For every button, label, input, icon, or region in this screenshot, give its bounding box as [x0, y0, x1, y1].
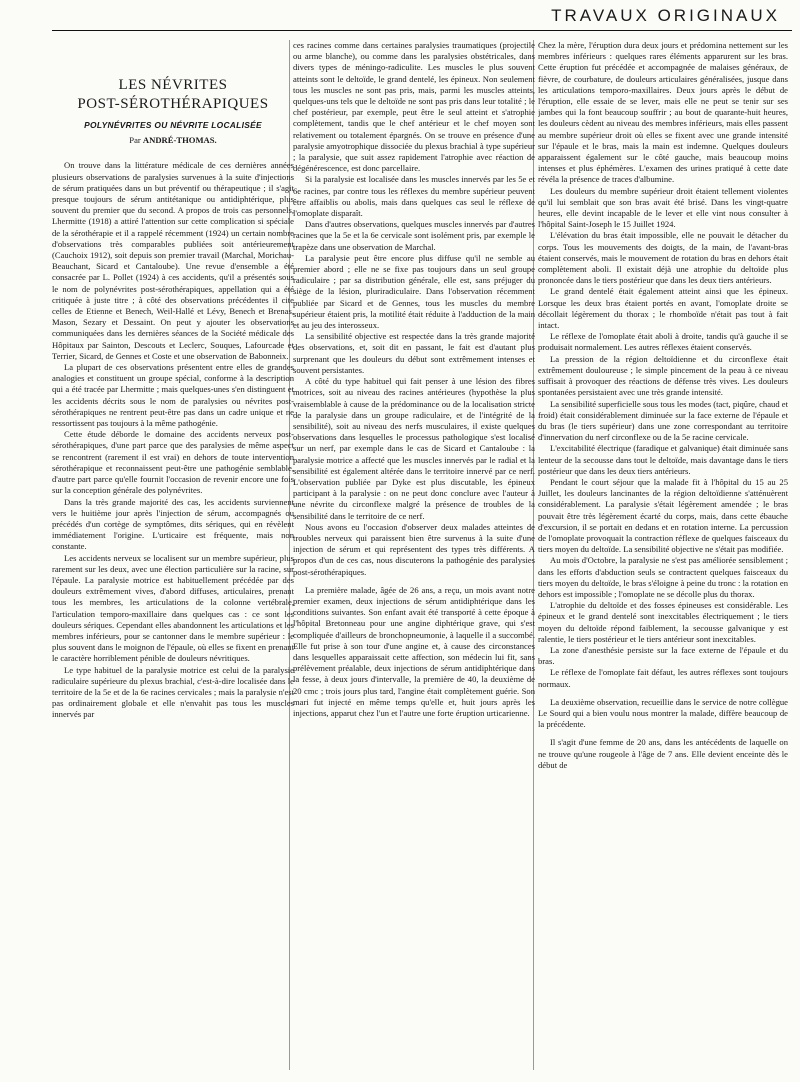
paragraph: La sensibilité superficielle sous tous les modes (tact, piqûre, chaud et froid) était considérablement diminuée sur la face externe de l'épaule et du bras (le tiers supérieur) dans une zone correspondant au territoire d'innervation du nerf circonflexe ou de la 5e racine cervicale. [538, 398, 788, 443]
header-rule [52, 30, 792, 31]
paragraph: Cette étude déborde le domaine des accidents nerveux post-sérothérapiques, d'une part parce que des paralysies de même aspect se rencontrent (rarement il est vrai) en dehors de toute intervention sérothérapique et reconnaissent peut-être une pathogénie semblable, d'autre part parce qu'elle fournit l'occasion de revenir encore une fois sur la conception générale des polynévrites. [52, 429, 294, 496]
paragraph: Le réflexe de l'omoplate était aboli à droite, tandis qu'à gauche il se produisait normalement. Les autres réflexes étaient conservés. [538, 331, 788, 353]
paragraph: ces racines comme dans certaines paralysies traumatiques (projectile ou arme blanche), ou comme dans les paralysies obstétricales, dans divers types de méningo-radiculite. Les muscles le plus souvent atteints sont le deltoïde, le grand dentelé, les épineux. Non seulement tous les muscles ne sont pas pris, mais, parmi les muscles atteints, quelques-uns tels que le deltoïde ne sont pas pris dans leur totalité ; le chef postérieur, par exemple, peut être le seul atteint et s'atrophie complètement, tandis que le chef antérieur et le chef moyen sont relativement ou totalement épargnés. On se trouve en présence d'une paralysie amyotrophique dissociée du plexus brachial à type supérieur ; la paralysie, que suit assez rapidement l'atrophie avec réaction de dégénérescence, est donc parcellaire. [293, 40, 535, 174]
paragraph: Pendant le court séjour que la malade fit à l'hôpital du 15 au 25 Juillet, les douleurs lancinantes de la région deltoïdienne s'atténuèrent considérablement. La paralysie s'était légèrement amendée ; le bras pouvait être très légèrement écarté du corps, mais, dans cette ébauche d'excursion, il se portait en dedans et en rotation interne. La percussion de l'omoplate provoquait la contraction réflexe de quelques faisceaux du tiers moyen du deltoïde. La sensibilité objective ne s'était pas modifiée. [538, 476, 788, 555]
paragraph: Il s'agit d'une femme de 20 ans, dans les antécédents de laquelle on ne trouve qu'une rougeole à l'âge de 7 ans. Elle devient enceinte dès le début de [538, 737, 788, 770]
article-heading [52, 76, 294, 146]
article-subtitle: POLYNÉVRITES OU NÉVRITE LOCALISÉE [84, 120, 262, 130]
paragraph: Nous avons eu l'occasion d'observer deux malades atteintes de troubles nerveux qui paraissent bien être survenus à la suite d'une injection de sérum et qui représentent des types très différents. A propos d'un de ces cas, nous discuterons la pathogénie des paralysies post-sérothérapiques. [293, 521, 535, 577]
paragraph: Chez la mère, l'éruption dura deux jours et prédomina nettement sur les membres inférieurs : quelques rares éléments apparurent sur les bras. Cette éruption fut précédée et accompagnée de malaises généraux, de fièvre, de courbature, de douleurs articulaires généralisées, jusque dans les articulations temporo-maxillaires. Deux jours après le début de l'éruption, elle essaie de se lever, mais elle ne peut se tenir sur ses jambes qui la font beaucoup souffrir ; au bout de quarante-huit heures, les douleurs cèdent au niveau des membres inférieurs, mais elles passent au membre supérieur droit où elles se fixent avec une grande intensité sur l'épaule et le bras, mais la main est indemne. Quelques douleurs apparaissent également sur le côté gauche, mais beaucoup moins intenses et plus éphémères. L'examen des urines pratiqué à cette date révéla la présence de traces d'albumine. [538, 40, 788, 185]
paragraph: La zone d'anesthésie persiste sur la face externe de l'épaule et du bras. [538, 644, 788, 667]
paragraph: La paralysie peut être encore plus diffuse qu'il ne semble au premier abord ; elle ne se fixe pas toujours dans un seul groupe radiculaire ; par sa distribution générale, elle est, sans préjuger du siège de la lésion, pluriradiculaire. Dans l'observation récemment publiée par Sicard et de Gennes, tous les muscles du membre supérieur étaient pris, la motilité était réduite à l'adduction de la main et au jeu des interosseux. [293, 252, 535, 331]
paragraph: Le type habituel de la paralysie motrice est celui de la paralysie radiculaire supérieure du plexus brachial, c'est-à-dire localisée dans le territoire de la 5e et de la 6e racines cervicales ; mais la paralysie n'est pas ordinairement globale et elle n'envahit pas tous les muscles innervés par [52, 664, 294, 720]
paragraph: Dans d'autres observations, quelques muscles innervés par d'autres racines que la 5e et la 6e cervicale sont isolément pris, par exemple le trapèze dans une observation de Marchal. [293, 219, 535, 252]
paragraph: Les douleurs du membre supérieur droit étaient tellement violentes qu'il lui semblait que son bras avait été brisé. Dans les vingt-quatre heures, elle devint incapable de le lever et elle vint nous consulter à l'hôpital Saint-Joseph le 15 Juillet 1924. [538, 185, 788, 230]
paragraph: L'élévation du bras était impossible, elle ne pouvait le détacher du corps. Tous les mouvements des doigts, de la main, de l'avant-bras étaient conservés, mais le mouvement de rotation du bras en dehors était complètement aboli. Il existait déjà une atrophie du deltoïde plus prononcée dans le tiers postérieur que dans les deux tiers antérieurs. [538, 230, 788, 286]
running-head: TRAVAUX ORIGINAUX [551, 6, 780, 25]
paragraph: L'excitabilité électrique (faradique et galvanique) était diminuée sans lenteur de la secousse dans tout le deltoïde, mais davantage dans le tiers postérieur que dans les deux tiers antérieurs. [538, 443, 788, 476]
paragraph: L'atrophie du deltoïde et des fosses épineuses est considérable. Les épineux et le grand dentelé sont inexcitables électriquement ; le tiers moyen du deltoïde répond faiblement, la secousse galvanique y est ralentie, le tiers postérieur et le tiers antérieur sont inexcitables. [538, 600, 788, 644]
column-1 [52, 40, 294, 1080]
column-3 [538, 40, 788, 1080]
paragraph: La deuxième observation, recueillie dans le service de notre collègue Le Sourd qui a bien voulu nous montrer la malade, diffère beaucoup de la précédente. [538, 696, 788, 730]
article-title-line-2: POST-SÉROTHÉRAPIQUES [77, 96, 269, 112]
paragraph: Le grand dentelé était également atteint ainsi que les épineux. Lorsque les deux bras étaient portés en avant, l'omoplate droite se décollait légèrement du thorax ; le rhomboïde n'était pas tout à fait intact. [538, 286, 788, 331]
author-name: ANDRÉ-THOMAS. [142, 135, 217, 146]
paragraph: Au mois d'Octobre, la paralysie ne s'est pas améliorée sensiblement ; dans les efforts d'abduction seuls se contractent quelques faisceaux du tiers moyen du deltoïde, le bras s'éloigne à peine du tronc : la rotation en dehors est impossible ; l'omoplate ne se décolle plus du thorax. [538, 555, 788, 599]
paragraph: La première malade, âgée de 26 ans, a reçu, un mois avant notre premier examen, deux injections de sérum antidiphtérique dans les conditions suivantes. Son enfant avait été transporté à cette époque à l'hôpital Bretonneau pour une angine diphtérique grave, qui s'est compliquée d'ailleurs de bronchopneumonie, à laquelle il a succombé. Elle fut prise à son tour d'une angine et, à cause des circonstances dans lesquelles apparaissait cette affection, son médecin lui fit, sans prélèvement préalable, deux injections de sérum antidiphtérique dans la fesse, à deux jours d'intervalle, la première de 40, la deuxième de 20 cmc ; trois jours plus tard, l'angine était complètement guérie. Son mari fut injecté en même temps qu'elle et, huit jours après les injections, apparut chez l'un et l'autre une forte éruption urticarienne. [293, 584, 535, 718]
article-title-line-1: LES NÉVRITES [118, 77, 228, 93]
article-author [52, 135, 294, 146]
paragraph: A côté du type habituel qui fait penser à une lésion des fibres motrices, soit au niveau des racines antérieures (hypothèse la plus vraisemblable à cause de la prédominance ou de la localisation stricte de la paralysie dans un groupe radiculaire, et de l'intégrité de la sensibilité), soit au niveau des nerfs musculaires, il existe quelques observations dans lesquelles le processus pathologique s'est localisé sur un nerf, par exemple dans le cas de Sicard et Cantaloube : la paralysie motrice a affecté que les muscles innervés par le radial et la sensibilité est également altérée dans le territoire innervé par ce nerf. L'observation publiée par Dyke est plus discutable, les épineux participant à la paralysie : on ne peut donc conclure avec l'auteur à une névrite du circonflexe malgré la présence de troubles de la sensibilité dans le territoire de ce nerf. [293, 376, 535, 521]
paragraph: La plupart de ces observations présentent entre elles de grandes analogies et constituent un groupe spécial, conforme à la description qui a été tracée par Lhermitte ; mais quelques-unes s'en distinguent et les accidents décrits sous le nom de paralysies ou névrites post-sérothérapiques ne rentrent peut-être pas dans un cadre unique et ne ressortissent pas toujours à la même pathogénie. [52, 362, 294, 429]
author-prefix: Par [129, 135, 141, 146]
paragraph: Le réflexe de l'omoplate fait défaut, les autres réflexes sont toujours normaux. [538, 667, 788, 689]
paragraph: On trouve dans la littérature médicale de ces dernières années plusieurs observations de paralysies survenues à la suite d'injections de sérum pratiquées dans un but préventif ou thérapeutique ; il s'agit presque toujours de sérum antitétanique ou antidiphtérique, plus souvent du premier que du second. A propos de trois cas personnels, Lhermitte (1918) a attiré l'attention sur cette complication si spéciale de la sérothérapie et il a rappelé récemment (1924) un certain nombre d'observations très comparables publiées soit antérieurement (Cauchoix 1912), soit depuis son premier travail (Marchal, Morichau-Beauchant, Sicard et Cantaloube). Une revue d'ensemble a été consacrée par L. Pollet (1924) à ces accidents, qu'il a présentés sous le nom de polynévrites post-sérothérapiques, appellation qui a été critiquée à juste titre ; à côté des observations précédentes il cite celles de Etienne et Benech, Weil-Hallé et Lévy, Benech et Brenas, Mason, Sezary et Dessaint. On peut y ajouter les observations communiquées dans les dernières séances de la Société médicale des Hôpitaux par Sainton, Descouts et Leclerc, Souques, Lafourcade et Terrier, Sicard, de Gennes et Coste et une observation de Babonneix. [52, 160, 294, 361]
paragraph: La sensibilité objective est respectée dans la très grande majorité des observations, et, soit dit en passant, le fait est d'autant plus surprenant que les douleurs du début sont extrêmement intenses et souvent persistantes. [293, 331, 535, 375]
paragraph: Les accidents nerveux se localisent sur un membre supérieur, plus rarement sur les deux, avec une élection particulière sur la racine, sur l'épaule. La paralysie motrice est habituellement précédée par des douleurs extrêmement vives, d'abord diffuses, articulaires, prenant tous les membres, les articulations de la colonne vertébrale, l'articulation temporo-maxillaire dans quelques cas : ce sont les douleurs sériques. Cependant elles abandonnent les articulations et les membres inférieurs, pour se cantonner dans le membre supérieur : le plus souvent dans le moignon de l'épaule, où elles se fixent en prenant le caractère horriblement pénible de douleurs névritiques. [52, 552, 294, 664]
paragraph: La pression de la région deltoïdienne et du circonflexe était extrêmement douloureuse ; le simple pincement de la peau à ce niveau suffisait à provoquer des réactions de défense très vives. Les douleurs spontanées persistaient avec une très grande intensité. [538, 353, 788, 398]
column-2 [293, 40, 535, 1080]
paragraph: Dans la très grande majorité des cas, les accidents surviennent vers le huitième jour après l'injection de sérum, accompagnés ou précédés d'un cortège de symptômes, dits sériques, qui en révèlent immédiatement l'origine. L'urticaire est fréquente, mais non constante. [52, 496, 294, 552]
paragraph: Si la paralysie est localisée dans les muscles innervés par les 5e et 6e racines, par contre tous les réflexes du membre supérieur peuvent être affaiblis ou abolis, mais dans quelques cas seul le réflexe de l'omoplate disparaît. [293, 174, 535, 219]
